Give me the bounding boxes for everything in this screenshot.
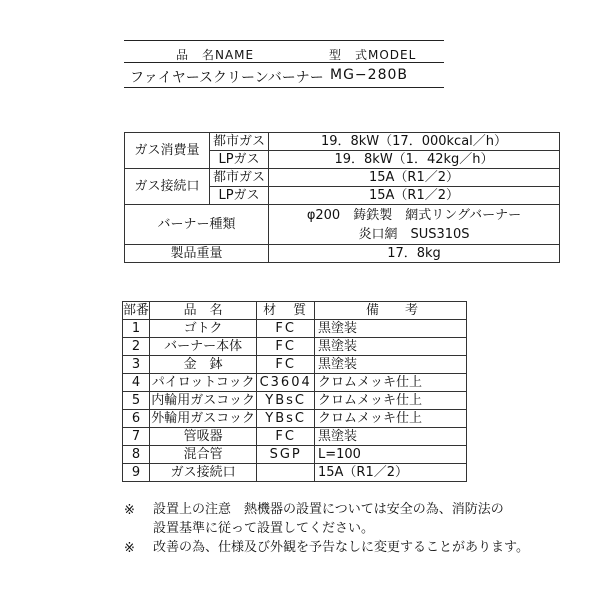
part-name: 管吸器: [150, 428, 257, 446]
weight-value: 17．8kg: [269, 245, 560, 263]
parts-row: [123, 338, 467, 356]
spec-row: [125, 169, 560, 187]
part-number: 8: [123, 446, 150, 464]
parts-table: [122, 301, 467, 482]
top-rule: [124, 40, 444, 41]
name-header: 品 名NAME: [176, 48, 255, 62]
lp-gas-consumption: 19．8kW（1．42kg／h）: [269, 151, 560, 169]
bottom-rule: [124, 87, 444, 88]
part-material: YBsC: [257, 392, 315, 410]
part-remarks: クロムメッキ仕上: [314, 374, 466, 392]
part-material: [257, 464, 315, 482]
part-remarks: クロムメッキ仕上: [314, 392, 466, 410]
parts-body: [123, 320, 467, 482]
note-installation-line1: 設置上の注意 熱機器の設置については安全の為、消防法の: [153, 502, 504, 517]
burner-type-label: バーナー種類: [125, 205, 269, 245]
part-number: 9: [123, 464, 150, 482]
model-header: 型 式MODEL: [329, 48, 417, 62]
part-number: 7: [123, 428, 150, 446]
part-name: 金 鉢: [150, 356, 257, 374]
middle-rule: [124, 62, 444, 63]
part-name: ガス接続口: [150, 464, 257, 482]
part-number: 5: [123, 392, 150, 410]
parts-row: [123, 374, 467, 392]
part-remarks: クロムメッキ仕上: [314, 410, 466, 428]
parts-row: [123, 446, 467, 464]
part-number: 1: [123, 320, 150, 338]
lp-gas-connection: 15A（R1／2）: [269, 187, 560, 205]
product-name: ファイヤースクリーンバーナー: [130, 70, 324, 86]
col-header-name: 品 名: [150, 302, 257, 320]
spec-table: [124, 132, 560, 263]
lp-gas-label: LPガス: [210, 187, 269, 205]
part-number: 4: [123, 374, 150, 392]
part-material: FC: [257, 320, 315, 338]
part-remarks: 黒塗装: [314, 338, 466, 356]
col-header-material: 材 質: [257, 302, 315, 320]
weight-label: 製品重量: [125, 245, 269, 263]
city-gas-connection: 15A（R1／2）: [269, 169, 560, 187]
lp-gas-label: LPガス: [210, 151, 269, 169]
col-header-number: 部番: [123, 303, 150, 318]
spec-row: [125, 205, 560, 245]
part-remarks: 黒塗装: [314, 320, 466, 338]
burner-type-line2: 炎口網 SUS310S: [358, 226, 470, 242]
part-name: パイロットコック: [150, 374, 257, 392]
note-changes: 改善の為、仕様及び外観を予告なしに変更することがあります。: [153, 540, 529, 555]
parts-row: [123, 392, 467, 410]
burner-type-line1: φ200 鋳鉄製 網式リングバーナー: [306, 207, 522, 223]
part-remarks: 15A（R1／2）: [314, 464, 466, 482]
spec-row: [125, 245, 560, 263]
col-header-remarks: 備 考: [314, 302, 466, 320]
part-remarks: L=100: [314, 446, 466, 464]
part-material: FC: [257, 338, 315, 356]
part-number: 3: [123, 356, 150, 374]
city-gas-label: 都市ガス: [210, 169, 269, 187]
note-mark: ※: [124, 541, 135, 556]
parts-row: [123, 410, 467, 428]
product-model: MG−280B: [330, 67, 408, 83]
parts-row: [123, 428, 467, 446]
part-name: 混合管: [150, 446, 257, 464]
burner-type-value: [269, 205, 560, 245]
part-material: C3604: [257, 374, 315, 392]
note-mark: ※: [124, 503, 135, 518]
parts-row: [123, 356, 467, 374]
part-name: 外輪用ガスコック: [151, 411, 256, 426]
parts-row: [123, 464, 467, 482]
note-installation-line2: 設置基準に従って設置してください。: [153, 521, 375, 536]
part-material: FC: [257, 356, 315, 374]
note-installation: [153, 500, 504, 538]
part-number: 6: [123, 410, 150, 428]
city-gas-consumption: 19．8kW（17．000kcal／h）: [269, 133, 560, 151]
gas-consumption-label: ガス消費量: [125, 133, 210, 169]
parts-header-row: [123, 302, 467, 320]
gas-connection-label: ガス接続口: [125, 169, 210, 205]
spec-row: [125, 133, 560, 151]
parts-row: [123, 320, 467, 338]
part-material: SGP: [257, 446, 315, 464]
part-material: FC: [257, 428, 315, 446]
part-material: YBsC: [257, 410, 315, 428]
part-name: バーナー本体: [150, 338, 257, 356]
part-name: ゴトク: [150, 320, 257, 338]
part-remarks: 黒塗装: [314, 356, 466, 374]
part-remarks: 黒塗装: [314, 428, 466, 446]
part-number: 2: [123, 338, 150, 356]
city-gas-label: 都市ガス: [210, 133, 269, 151]
part-name: 内輪用ガスコック: [151, 393, 256, 408]
